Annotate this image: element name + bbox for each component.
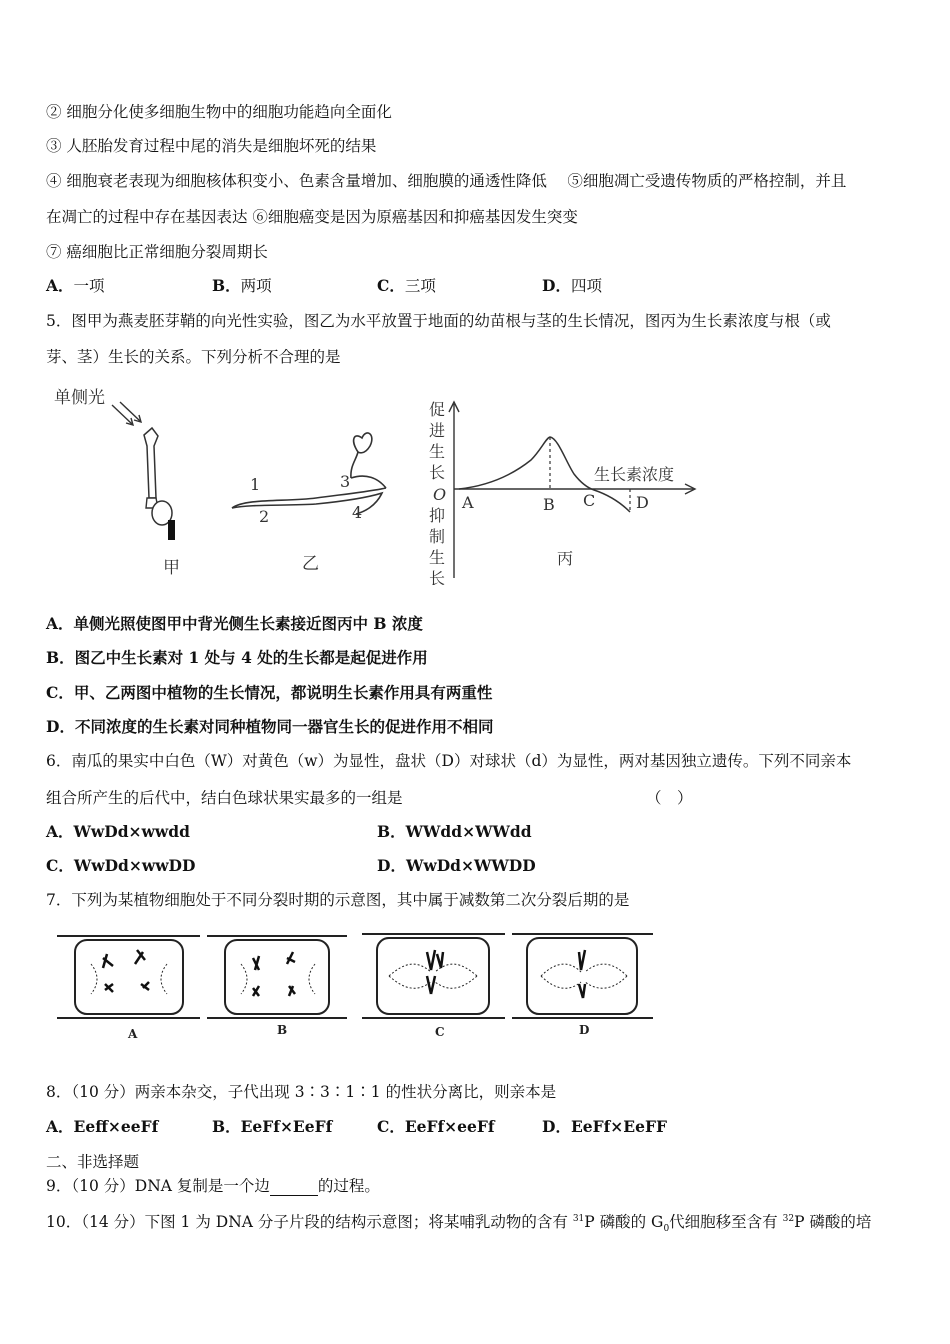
q8-option-a[interactable]: A．Eeff×eeFf	[46, 1117, 159, 1136]
chromosomes-c-icon	[427, 950, 443, 994]
q6-stem-line2: 组合所产生的后代中，结白色球状果实最多的一组是	[46, 789, 403, 807]
figure-bing	[429, 400, 695, 585]
q5-option-a[interactable]: A．单侧光照使图甲中背光侧生长素接近图丙中 B 浓度	[46, 614, 423, 633]
point-3: 3	[340, 472, 351, 491]
light-label: 单侧光	[54, 388, 105, 408]
cell-label-a: A	[128, 1027, 138, 1041]
q5-option-c[interactable]: C．甲、乙两图中植物的生长情况，都说明生长素作用具有两重性	[46, 683, 493, 702]
y-top-1: 促	[429, 400, 446, 419]
q9-blank[interactable]	[270, 1181, 318, 1196]
x-axis-label: 生长素浓度	[594, 465, 675, 484]
light-arrows-icon	[112, 402, 141, 425]
origin-label: O	[433, 485, 447, 504]
q10-sup-31: 31	[572, 1213, 585, 1224]
q4-option-d[interactable]: D．四项	[542, 276, 602, 295]
q7-stem: 7．下列为某植物细胞处于不同分裂时期的示意图，其中属于减数第二次分裂后期的是	[46, 891, 630, 909]
y-bottom-3: 生	[429, 548, 446, 567]
leaf-icon	[354, 433, 372, 453]
cell-label-d: D	[579, 1023, 590, 1037]
y-top-2: 进	[429, 421, 446, 440]
q6-option-d[interactable]: D．WwDd×WWDD	[377, 856, 536, 875]
cell-c	[362, 934, 505, 1018]
cell-label-c: C	[435, 1025, 445, 1039]
q4-option-b[interactable]: B．两项	[212, 276, 272, 295]
q7-cell-diagrams	[55, 928, 655, 1046]
figure-yi	[232, 433, 386, 574]
coleoptile-tip-icon	[144, 428, 158, 498]
q5-option-b[interactable]: B．图乙中生长素对 1 处与 4 处的生长都是起促进作用	[46, 648, 428, 667]
q10-text-2: P 磷酸的 G	[584, 1213, 664, 1231]
q4-statement-2: ② 细胞分化使多细胞生物中的细胞功能趋向全面化	[46, 103, 392, 121]
point-b: B	[543, 495, 555, 514]
section-heading: 二、非选择题	[46, 1153, 140, 1171]
q4-statement-4-5: ④ 细胞衰老表现为细胞核体积变小、色素含量增加、细胞膜的通透性降低 ⑤细胞凋亡受遗传物质的严格控制，并且	[46, 172, 847, 190]
q5-stem-line1: 5．图甲为燕麦胚芽鞘的向光性实验，图乙为水平放置于地面的幼苗根与茎的生长情况，图丙为生长素浓度与根（或	[46, 312, 831, 330]
y-bottom-4: 长	[429, 569, 446, 585]
q5-option-d[interactable]: D．不同浓度的生长素对同种植物同一器官生长的促进作用不相同	[46, 717, 494, 736]
point-4: 4	[352, 503, 363, 522]
cell-label-b: B	[277, 1023, 288, 1037]
q6-option-c[interactable]: C．WwDd×wwDD	[46, 856, 196, 875]
figure-jia	[54, 388, 180, 578]
point-d: D	[636, 493, 649, 512]
q10-stem	[46, 1212, 872, 1235]
q10-sub-0: 0	[663, 1224, 670, 1235]
q6-option-b[interactable]: B．WWdd×WWdd	[377, 822, 532, 841]
y-bottom-2: 制	[429, 527, 446, 546]
q6-stem-line1: 6．南瓜的果实中白色（W）对黄色（w）为显性，盘状（D）对球状（d）为显性，两对基因独立遗传。下列不同亲本	[46, 752, 852, 770]
q4-option-c[interactable]: C．三项	[377, 276, 436, 295]
q9-stem	[46, 1176, 380, 1196]
point-2: 2	[259, 507, 270, 526]
q4-option-a[interactable]: A．一项	[46, 276, 105, 295]
q5-stem-line2: 芽、茎）生长的关系。下列分析不合理的是	[46, 348, 341, 366]
q4-statement-5-6: 在凋亡的过程中存在基因表达 ⑥细胞癌变是因为原癌基因和抑癌基因发生突变	[46, 208, 578, 226]
cell-d	[512, 934, 653, 1018]
q5-figure	[46, 380, 726, 585]
q10-text-3: 代细胞移至含有	[669, 1213, 783, 1231]
root-block	[168, 520, 175, 540]
point-c: C	[583, 491, 596, 510]
q4-statement-7: ⑦ 癌细胞比正常细胞分裂周期长	[46, 243, 268, 261]
q8-stem: 8．（10 分）两亲本杂交，子代出现 3∶3∶1∶1 的性状分离比，则亲本是	[46, 1083, 557, 1101]
chromosomes-b-icon	[253, 952, 295, 996]
cell-a	[57, 936, 200, 1018]
y-bottom-1: 抑	[429, 506, 446, 525]
y-top-4: 长	[429, 463, 446, 482]
chromosomes-a-icon	[103, 950, 149, 992]
q6-option-a[interactable]: A．WwDd×wwdd	[46, 822, 190, 841]
q9-text-before: 9．（10 分）DNA 复制是一个边	[46, 1177, 270, 1195]
q6-answer-paren: （ ）	[646, 789, 693, 807]
chromosomes-d-icon	[579, 950, 585, 998]
label-yi: 乙	[302, 554, 319, 574]
q8-option-d[interactable]: D．EeFf×EeFF	[542, 1117, 667, 1136]
q10-text-1: 10．（14 分）下图 1 为 DNA 分子片段的结构示意图；将某哺乳动物的含有	[46, 1213, 573, 1231]
label-jia: 甲	[163, 558, 180, 578]
q10-text-4: P 磷酸的培	[794, 1213, 872, 1231]
cell-b	[207, 936, 347, 1018]
q4-statement-3: ③ 人胚胎发育过程中尾的消失是细胞坏死的结果	[46, 137, 377, 155]
q8-option-c[interactable]: C．EeFf×eeFf	[377, 1117, 495, 1136]
y-top-3: 生	[429, 442, 446, 461]
point-a: A	[462, 493, 474, 512]
label-bing: 丙	[557, 549, 574, 568]
q9-text-after: 的过程。	[317, 1177, 380, 1195]
q8-option-b[interactable]: B．EeFf×EeFf	[212, 1117, 333, 1136]
point-1: 1	[250, 475, 261, 494]
q10-sup-32: 32	[782, 1213, 795, 1224]
